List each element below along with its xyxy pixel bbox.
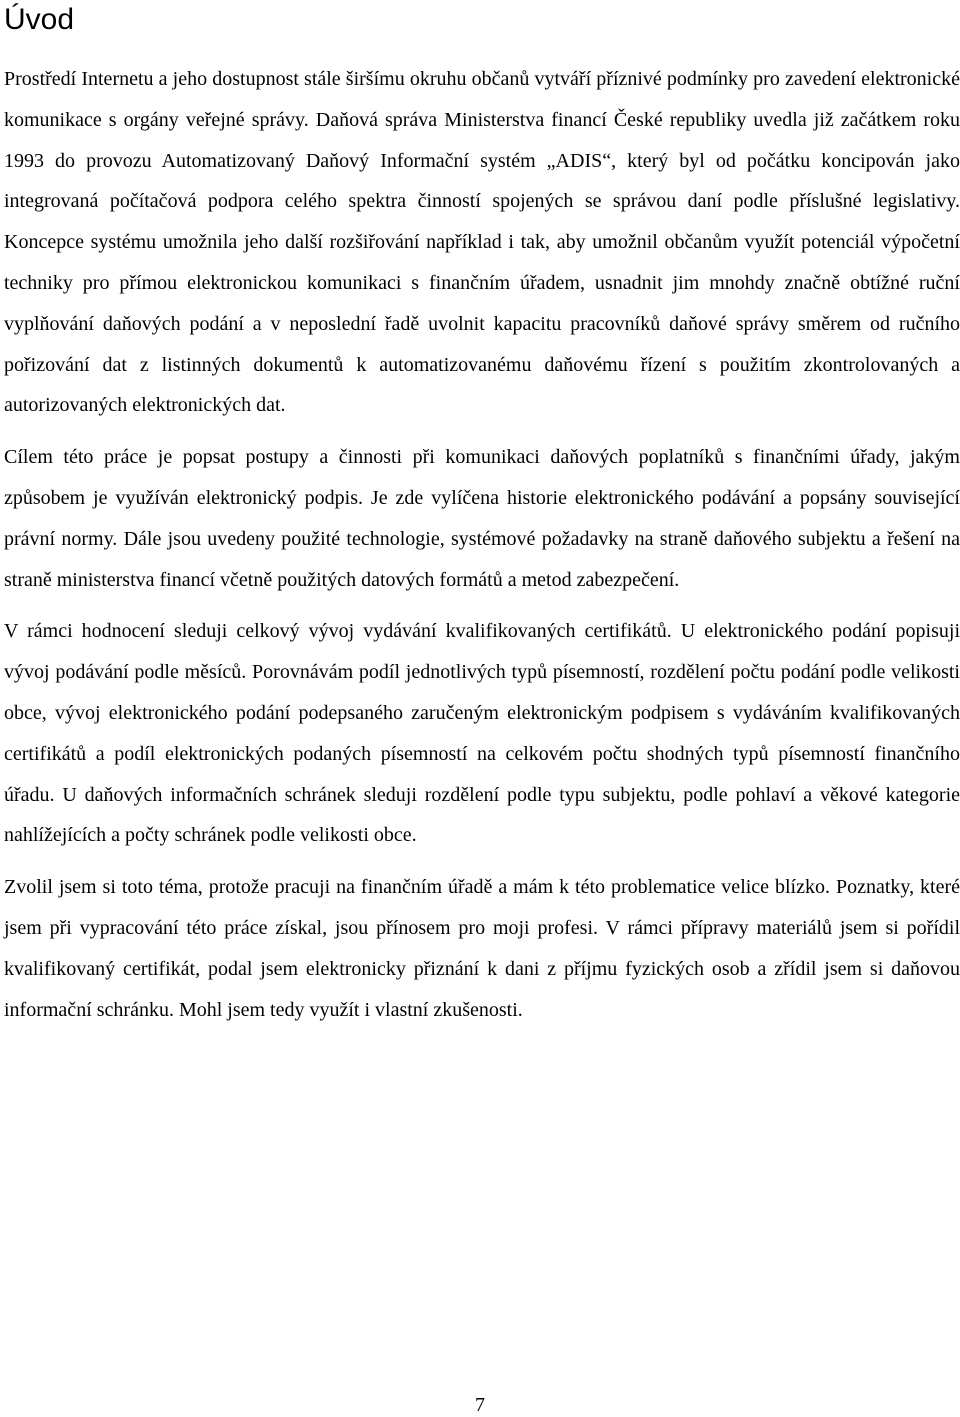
body-text bbox=[4, 59, 960, 1041]
paragraph-4: Zvolil jsem si toto téma, protože pracuji na finančním úřadě a mám k této problematice velice blízko. Poznatky, které jsem při vypracování této práce získal, jsou přínosem pro moji profesi. V rámci přípravy materiálů jsem si pořídil kvalifikovaný certifikát, podal jsem elektronicky přiznání k dani z příjmu fyzických osob a zřídil jsem si daňovou informační schránku. Mohl jsem tedy využít i vlastní zkušenosti. bbox=[4, 876, 960, 1021]
paragraph-1: Prostředí Internetu a jeho dostupnost stále širšímu okruhu občanů vytváří příznivé podmínky pro zavedení elektronické komunikace s orgány veřejné správy. Daňová správa Ministerstva financí České republiky uvedla již začátkem roku 1993 do provozu Automatizovaný Daňový Informační systém „ADIS“, který byl od počátku koncipován jako integrovaná počítačová podpora celého spektra činností spojených se správou daní podle příslušné legislativy. Koncepce systému umožnila jeho další rozšiřování například i tak, aby umožnil občanům využít potenciál výpočetní techniky pro přímou elektronickou komunikaci s finančním úřadem, usnadnit jim mnohdy značně obtížné ruční vyplňování daňových podání a v neposlední řadě uvolnit kapacitu pracovníků daňové správy směrem od ručního pořizování dat z listinných dokumentů k automatizovanému daňovému řízení s použitím zkontrolovaných a autorizovaných elektronických dat. bbox=[4, 68, 960, 417]
paragraph-2: Cílem této práce je popsat postupy a činnosti při komunikaci daňových poplatníků s finančními úřady, jakým způsobem je využíván elektronický podpis. Je zde vylíčena historie elektronického podávání a popsány související právní normy. Dále jsou uvedeny použité technologie, systémové požadavky na straně daňového subjektu a řešení na straně ministerstva financí včetně použitých datových formátů a metod zabezpečení. bbox=[4, 446, 960, 591]
paragraph-3: V rámci hodnocení sleduji celkový vývoj vydávání kvalifikovaných certifikátů. U elektronického podání popisuji vývoj podávání podle měsíců. Porovnávám podíl jednotlivých typů písemností, rozdělení počtu podání podle velikosti obce, vývoj elektronického podání podepsaného zaručeným elektronickým podpisem s vydáváním kvalifikovaných certifikátů a podíl elektronických podaných písemností na celkovém počtu shodných typů písemností finančního úřadu. U daňových informačních schránek sleduji rozdělení podle typu subjektu, podle pohlaví a věkové kategorie nahlížejících a počty schránek podle velikosti obce. bbox=[4, 620, 960, 847]
page-number: 7 bbox=[475, 1394, 485, 1416]
section-title: Úvod bbox=[4, 3, 75, 36]
